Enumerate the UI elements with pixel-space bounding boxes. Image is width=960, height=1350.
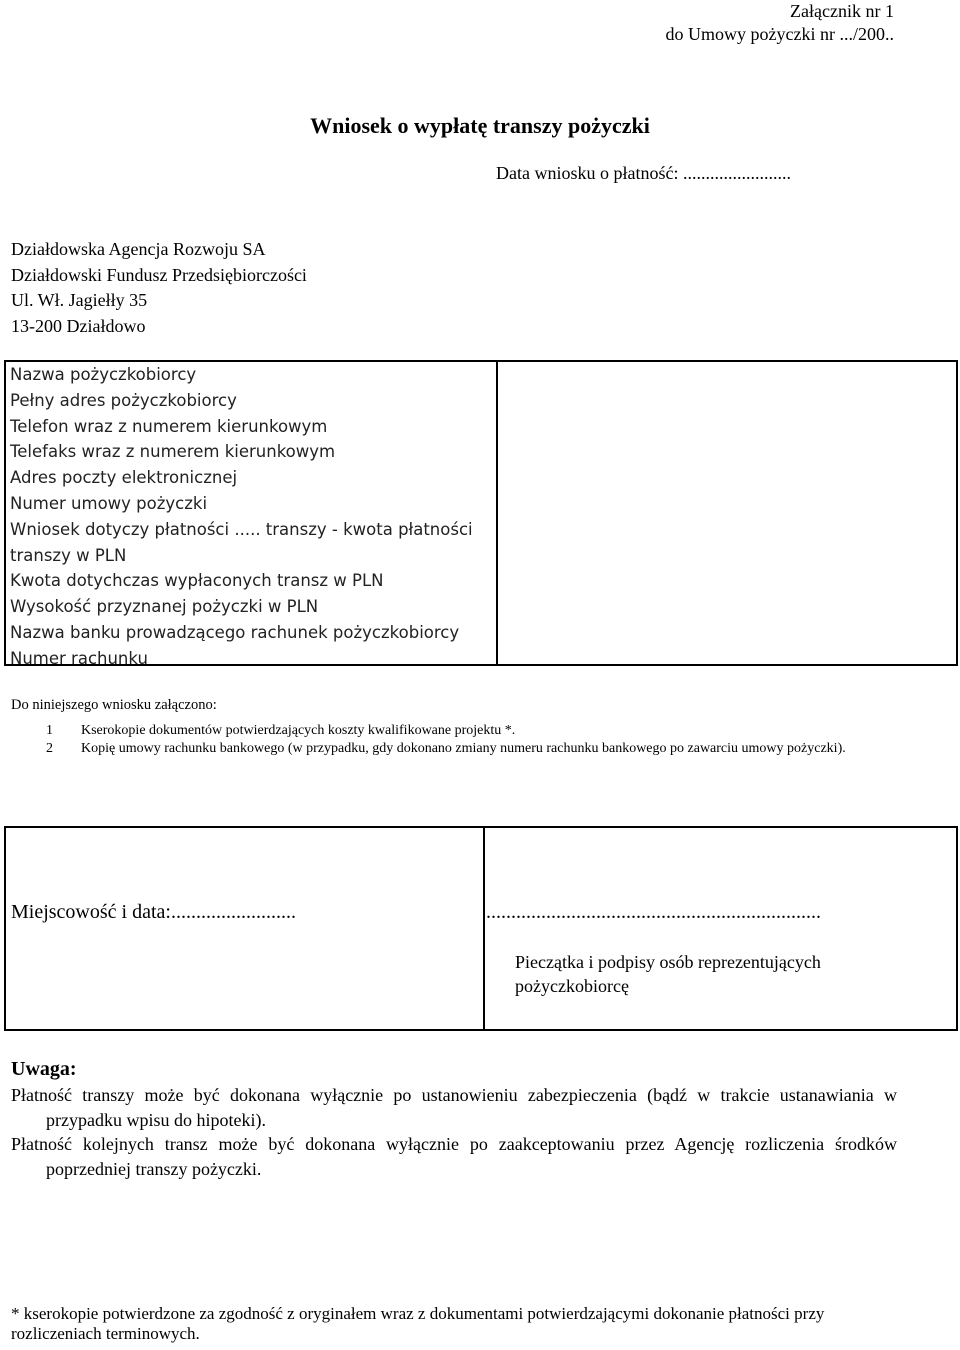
notes-list: [11, 1083, 897, 1181]
field-label: Wniosek dotyczy płatności ..... transzy - kwota płatności transzy w PLN: [10, 519, 473, 565]
notes-heading: Uwaga:: [11, 1058, 77, 1080]
signature-box: [4, 826, 958, 1031]
agency-address: [11, 237, 307, 339]
field-label: Numer umowy pożyczki: [10, 493, 208, 513]
list-item: [46, 722, 898, 740]
agency-name: Działdowska Agencja Rozwoju SA: [11, 239, 266, 259]
field-label: Nazwa banku prowadzącego rachunek pożyczkobiorcy: [10, 622, 460, 642]
field-label: Telefon wraz z numerem kierunkowym: [10, 416, 328, 436]
place-and-date-field: Miejscowość i data:.........................: [11, 901, 296, 923]
footnote: * kserokopie potwierdzone za zgodność z oryginałem wraz z dokumentami potwierdzającymi dokonanie płatności przy rozliczeniach terminowych.: [11, 1304, 825, 1343]
agency-street: Ul. Wł. Jagiełły 35: [11, 290, 148, 310]
field-label: Numer rachunku: [10, 648, 148, 668]
table-column-divider: [496, 362, 498, 664]
list-item-number: 1: [46, 723, 53, 738]
agency-city: 13-200 Działdowo: [11, 315, 146, 336]
list-item-number: 2: [46, 741, 53, 756]
annex-number: Załącznik nr 1: [790, 1, 894, 21]
attachments-list: [46, 722, 898, 758]
signature-caption: Pieczątka i podpisy osób reprezentujących pożyczkobiorcę: [515, 952, 821, 996]
list-item-text: Kserokopie dokumentów potwierdzających koszty kwalifikowane projektu *.: [81, 723, 516, 738]
annex-contract-reference: do Umowy pożyczki nr .../200..: [665, 24, 894, 44]
field-label: Pełny adres pożyczkobiorcy: [10, 390, 237, 410]
request-date-line: Data wniosku o płatność: ........................: [496, 163, 791, 183]
list-item: [46, 740, 898, 758]
fund-name: Działdowski Fundusz Przedsiębiorczości: [11, 264, 307, 285]
note-item: Płatność kolejnych transz może być dokonana wyłącznie po zaakceptowaniu przez Agencję rozliczenia środków poprzedniej transzy pożyczki.: [11, 1134, 897, 1179]
field-label: Telefaks wraz z numerem kierunkowym: [10, 442, 336, 462]
list-item-text: Kopię umowy rachunku bankowego (w przypadku, gdy dokonano zmiany numeru rachunku bankowego po zawarciu umowy pożyczki).: [81, 741, 846, 756]
field-label: Adres poczty elektronicznej: [10, 468, 238, 488]
attachments-intro: Do niniejszego wniosku załączono:: [11, 697, 217, 713]
annex-reference: [574, 0, 894, 46]
note-item: Płatność transzy może być dokonana wyłącznie po ustanowieniu zabezpieczenia (bądź w trakcie ustanawiania w przypadku wpisu do hipoteki).: [11, 1085, 897, 1130]
signature-box-divider: [483, 828, 485, 1029]
field-label: Nazwa pożyczkobiorcy: [10, 365, 197, 384]
field-label: Kwota dotychczas wypłaconych transz w PLN: [10, 571, 384, 591]
signature-line: ...................................................................: [486, 901, 821, 923]
borrower-field-labels: [10, 362, 490, 672]
document-title: Wniosek o wypłatę transzy pożyczki: [310, 113, 650, 138]
field-label: Wysokość przyznanej pożyczki w PLN: [10, 597, 319, 617]
